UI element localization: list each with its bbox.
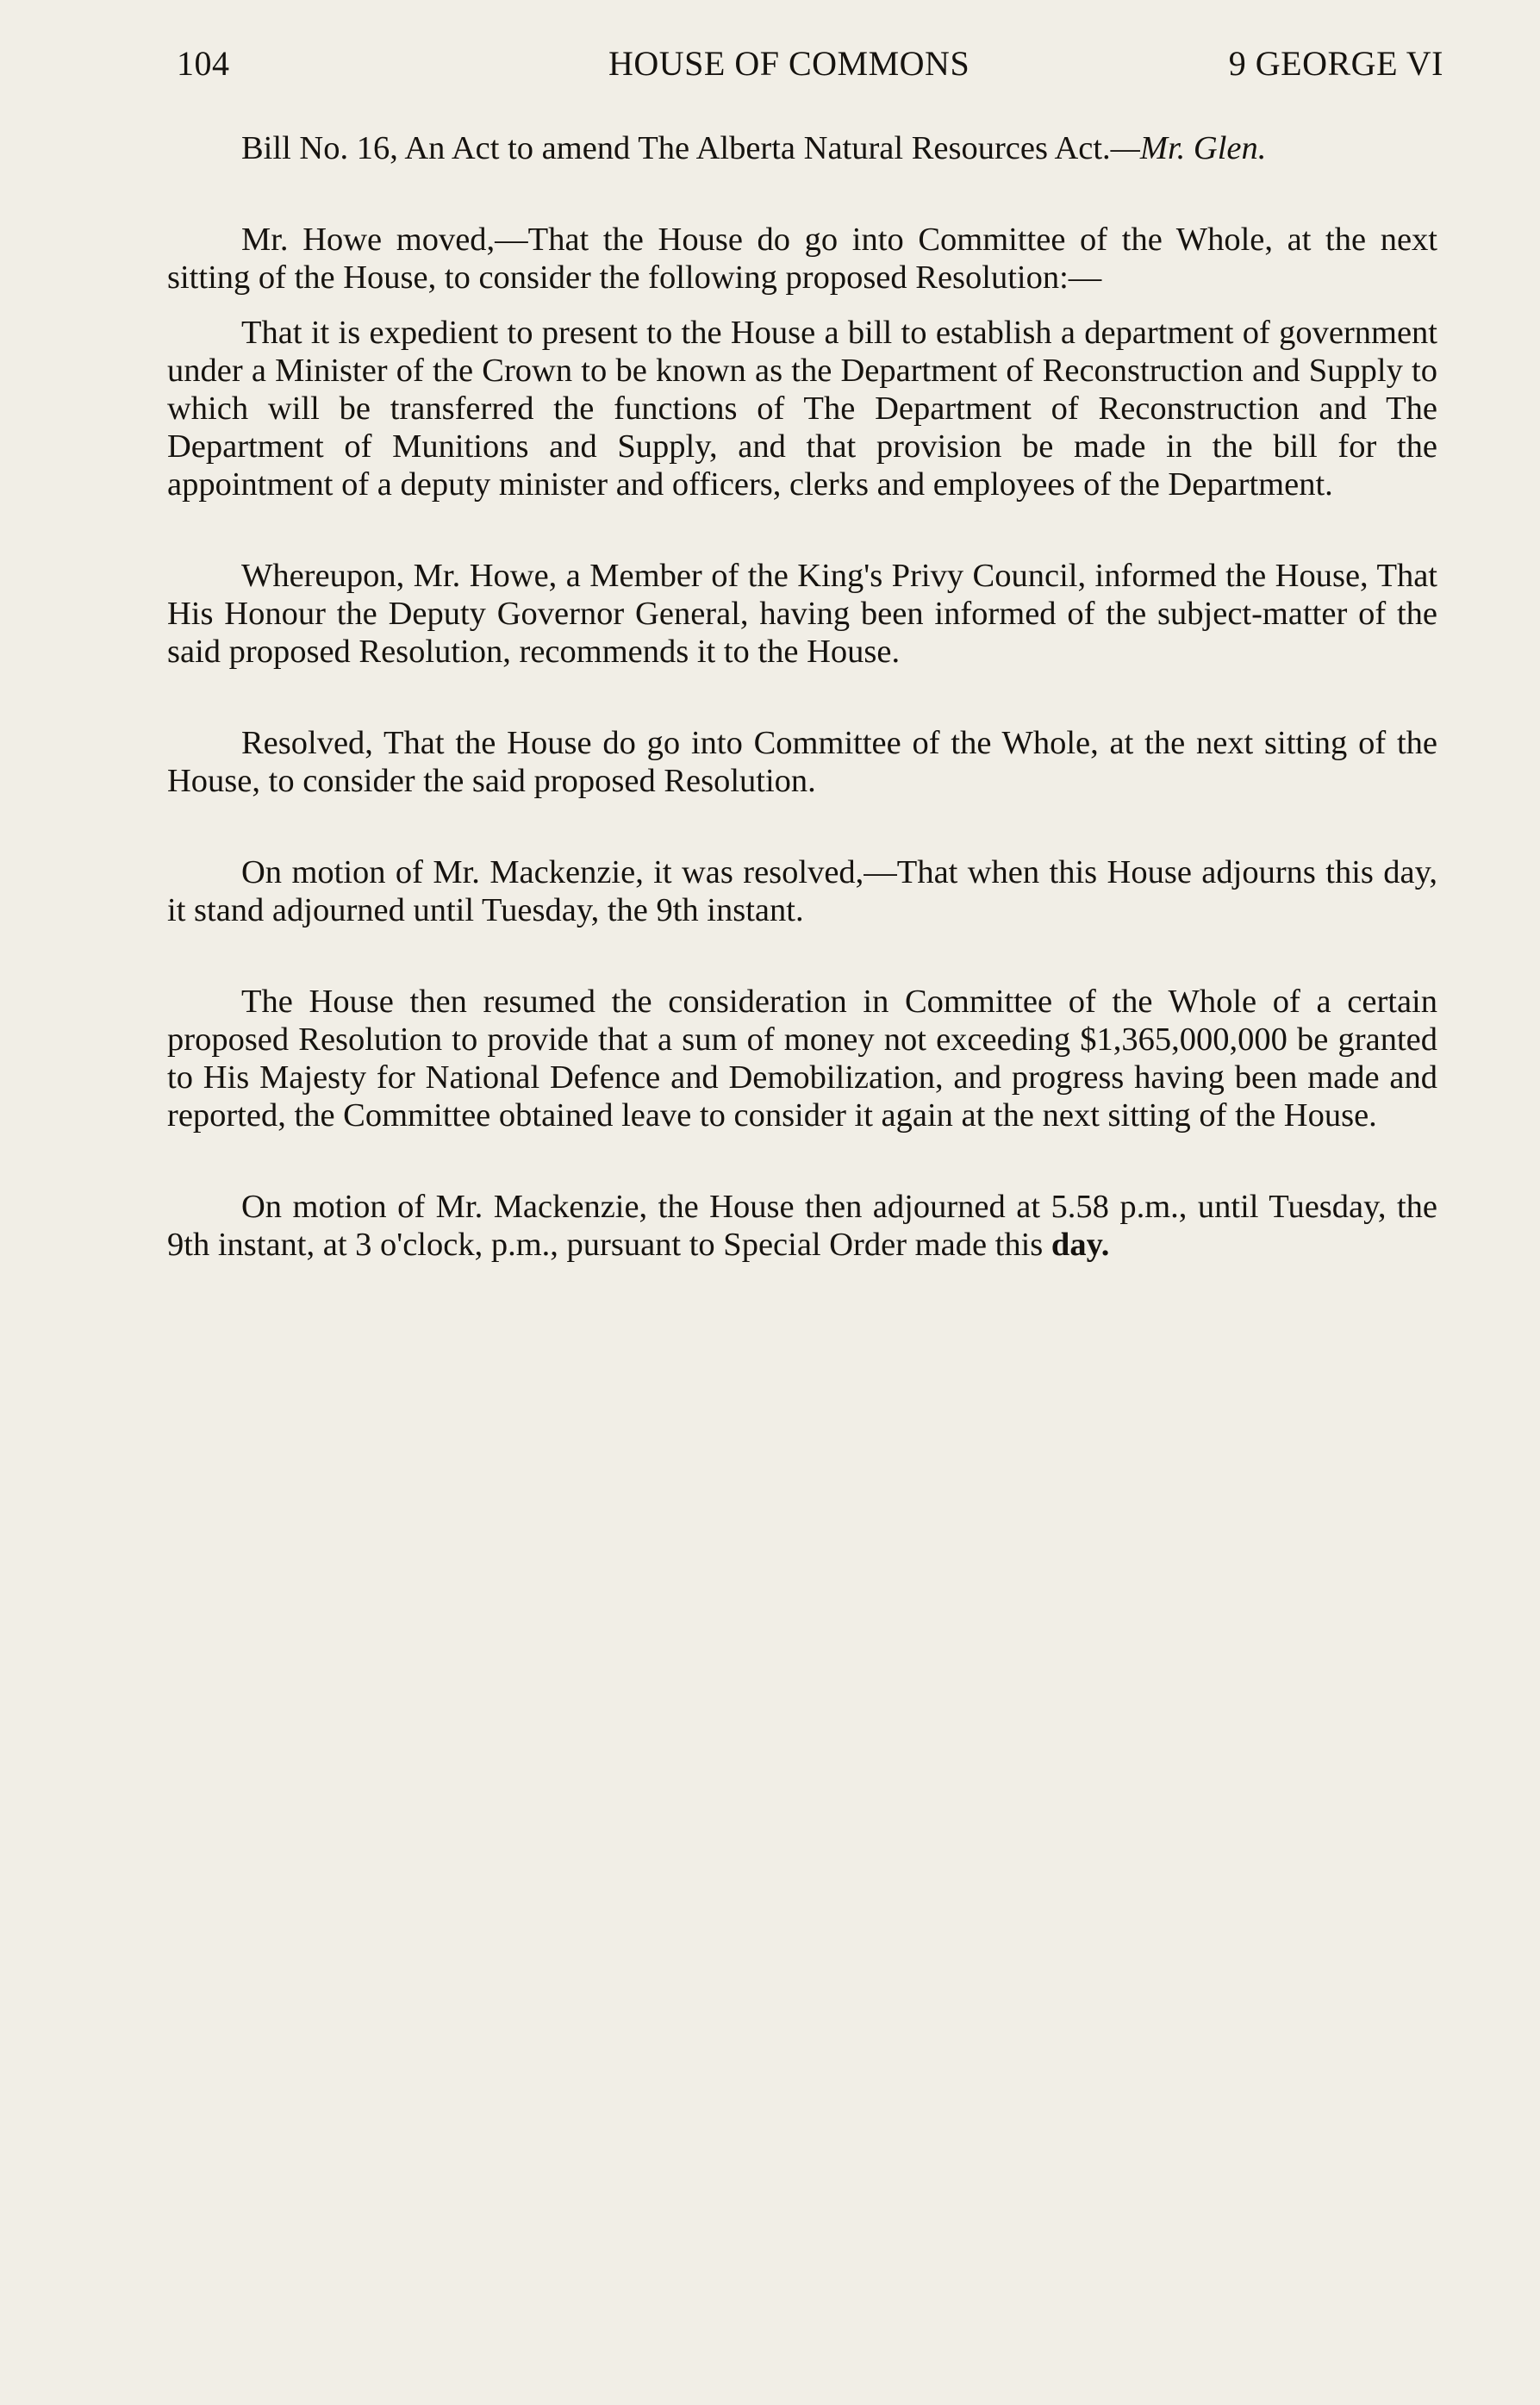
paragraph-bill-16 xyxy=(167,129,1437,167)
paragraph-text: The House then resumed the consideration in Committee of the Whole of a certain proposed Resolution to provide that a sum of money not exceeding $1,365,000,000 be granted to His Majesty for National Defence and Demobilization, and progress having been made and reported, the Committee obtained leave to consider it again at the next sitting of the House. xyxy=(167,984,1437,1134)
paragraph-resolution-text xyxy=(167,314,1437,503)
page-body xyxy=(167,129,1437,1264)
paragraph-adjourned xyxy=(167,1188,1437,1264)
paragraph-committee-of-whole xyxy=(167,983,1437,1134)
paragraph-howe-motion xyxy=(167,221,1437,297)
paragraph-text: Bill No. 16, An Act to amend The Alberta Natural Resources Act. xyxy=(241,130,1111,166)
member-name: —Mr. Glen. xyxy=(1110,130,1267,166)
paragraph-text: Whereupon, Mr. Howe, a Member of the King's Privy Council, informed the House, That His Honour the Deputy Governor General, having been informed of the subject-matter of the said proposed Resolution, recommends it to the House. xyxy=(167,558,1437,670)
paragraph-recommendation xyxy=(167,557,1437,671)
page-number: 104 xyxy=(177,44,230,83)
paragraph-text: Resolved, That the House do go into Committee of the Whole, at the next sitting of the House, to consider the said proposed Resolution. xyxy=(167,725,1437,799)
paragraph-adjournment-motion xyxy=(167,853,1437,929)
running-title: HOUSE OF COMMONS xyxy=(608,44,970,83)
paragraph-text: Mr. Howe moved,—That the House do go into Committee of the Whole, at the next sitting of the House, to consider the following proposed Resolution:— xyxy=(167,222,1437,296)
paragraph-text: That it is expedient to present to the House a bill to establish a department of government under a Minister of the Crown to be known as the Department of Reconstruction and Supply to which will be transferred the functions of The Department of Reconstruction and The Department of Munitions and Supply, and that provision be made in the bill for the appointment of a deputy minister and officers, clerks and employees of the Department. xyxy=(167,315,1437,503)
bold-word: day. xyxy=(1051,1227,1110,1263)
paragraph-resolved xyxy=(167,724,1437,800)
paragraph-text: On motion of Mr. Mackenzie, it was resolved,—That when this House adjourns this day, it stand adjourned until Tuesday, the 9th instant. xyxy=(167,854,1437,928)
paragraph-text: On motion of Mr. Mackenzie, the House then adjourned at 5.58 p.m., until Tuesday, the 9th instant, at 3 o'clock, p.m., pursuant to Special Order made this xyxy=(167,1189,1437,1263)
regnal-year: 9 GEORGE VI xyxy=(1228,44,1443,83)
page-header xyxy=(0,43,1540,95)
